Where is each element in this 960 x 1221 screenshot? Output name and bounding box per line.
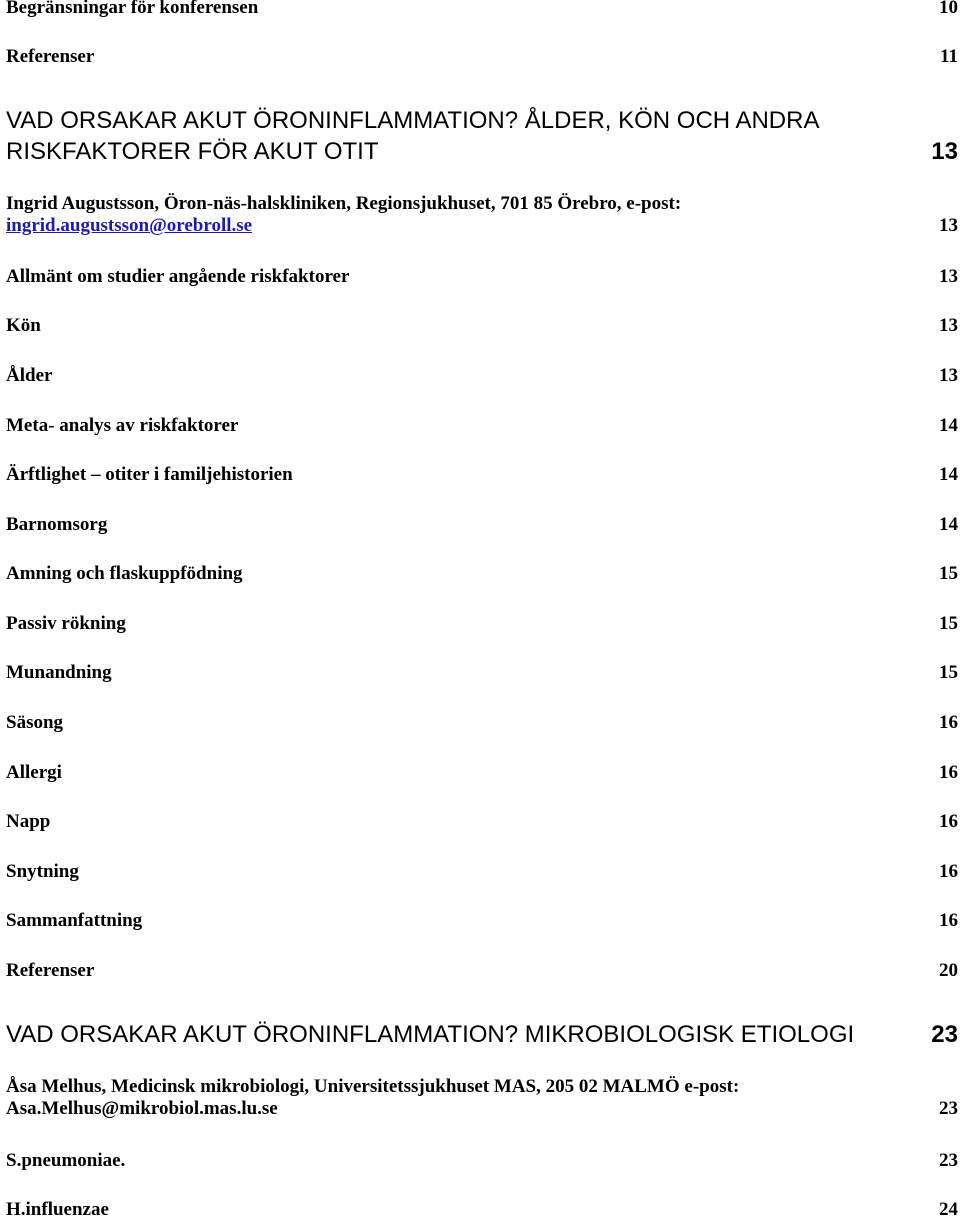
toc-entry-page: 13 xyxy=(939,365,958,386)
toc-entry-title: Allmänt om studier angående riskfaktorer xyxy=(6,266,350,287)
toc-entry-page: 14 xyxy=(939,464,958,485)
toc-entry-summary[interactable] xyxy=(6,910,958,932)
toc-author-augustsson[interactable] xyxy=(6,193,958,237)
toc-entry-references[interactable] xyxy=(6,46,958,68)
toc-entry-title: Ålder xyxy=(6,365,53,386)
toc-entry-passive-smoking[interactable] xyxy=(6,613,958,635)
toc-entry-childcare[interactable] xyxy=(6,514,958,536)
toc-entry-page: 14 xyxy=(939,514,958,535)
toc-entry-references-2[interactable] xyxy=(6,960,958,982)
toc-entry-season[interactable] xyxy=(6,712,958,734)
toc-entry-title: Ärftlighet – otiter i familjehistorien xyxy=(6,464,293,485)
toc-entry-title: Passiv rökning xyxy=(6,613,126,634)
author-email-link[interactable]: ingrid.augustsson@orebroll.se xyxy=(6,215,253,236)
toc-entry-page: 16 xyxy=(939,861,958,882)
toc-entry-page: 13 xyxy=(939,266,958,287)
toc-entry-title: Kön xyxy=(6,315,41,336)
toc-entry-h-influenzae[interactable] xyxy=(6,1199,958,1221)
toc-entry-page: 16 xyxy=(939,811,958,832)
toc-entry-title: S.pneumoniae. xyxy=(6,1150,126,1171)
toc-chapter-title-line2: RISKFAKTORER FÖR AKUT OTIT xyxy=(6,138,379,165)
toc-author-text: Åsa Melhus, Medicinsk mikrobiologi, Universitetssjukhuset MAS, 205 02 MALMÖ e-post: xyxy=(6,1076,740,1097)
toc-entry-page: 13 xyxy=(939,315,958,336)
toc-entry-title: Munandning xyxy=(6,662,112,683)
toc-entry-page: 14 xyxy=(939,415,958,436)
toc-entry-page: 23 xyxy=(939,1150,958,1171)
toc-entry-pacifier[interactable] xyxy=(6,811,958,833)
toc-entry-title: H.influenzae xyxy=(6,1199,109,1220)
toc-entry-limitations[interactable] xyxy=(6,0,958,19)
toc-entry-heredity[interactable] xyxy=(6,464,958,486)
toc-entry-page: 23 xyxy=(939,1098,958,1119)
toc-entry-page: 24 xyxy=(939,1199,958,1220)
toc-entry-title: Allergi xyxy=(6,762,62,783)
toc-entry-title: Begränsningar för konferensen xyxy=(6,0,259,18)
toc-author-melhus[interactable] xyxy=(6,1076,958,1120)
toc-entry-meta-analysis[interactable] xyxy=(6,415,958,437)
toc-entry-page: 16 xyxy=(939,762,958,783)
toc-entry-page: 13 xyxy=(939,215,958,236)
toc-entry-title: Napp xyxy=(6,811,51,832)
toc-entry-page: 11 xyxy=(940,46,958,67)
toc-entry-breastfeeding[interactable] xyxy=(6,563,958,585)
toc-entry-mouth-breathing[interactable] xyxy=(6,662,958,684)
toc-entry-title: Amning och flaskuppfödning xyxy=(6,563,243,584)
toc-entry-s-pneumoniae[interactable] xyxy=(6,1150,958,1172)
toc-entry-page: 13 xyxy=(931,138,958,165)
toc-entry-page: 20 xyxy=(939,960,958,981)
toc-entry-title: Referenser xyxy=(6,46,95,67)
toc-chapter-risk-factors[interactable] xyxy=(6,105,958,167)
toc-entry-title: Säsong xyxy=(6,712,64,733)
toc-entry-title: Referenser xyxy=(6,960,95,981)
author-email: Asa.Melhus@mikrobiol.mas.lu.se xyxy=(6,1098,278,1119)
toc-author-text: Ingrid Augustsson, Öron-näs-halskliniken, Regionsjukhuset, 701 85 Örebro, e-post: xyxy=(6,193,682,214)
toc-entry-gender[interactable] xyxy=(6,315,958,337)
toc-entry-page: 15 xyxy=(939,563,958,584)
toc-entry-age[interactable] xyxy=(6,365,958,387)
toc-entry-page: 23 xyxy=(931,1021,958,1048)
toc-entry-page: 15 xyxy=(939,662,958,683)
toc-entry-general-studies[interactable] xyxy=(6,266,958,288)
toc-entry-title: Sammanfattning xyxy=(6,910,143,931)
toc-entry-title: Barnomsorg xyxy=(6,514,108,535)
toc-entry-page: 15 xyxy=(939,613,958,634)
toc-chapter-title-line1: VAD ORSAKAR AKUT ÖRONINFLAMMATION? ÅLDER, KÖN OCH ANDRA xyxy=(6,107,820,134)
toc-entry-title: Meta- analys av riskfaktorer xyxy=(6,415,239,436)
toc-entry-page: 16 xyxy=(939,712,958,733)
toc-entry-nose-blowing[interactable] xyxy=(6,861,958,883)
toc-chapter-microbiology[interactable] xyxy=(6,1019,958,1050)
toc-chapter-title: VAD ORSAKAR AKUT ÖRONINFLAMMATION? MIKROBIOLOGISK ETIOLOGI xyxy=(6,1021,855,1048)
toc-entry-allergy[interactable] xyxy=(6,762,958,784)
toc-entry-page: 16 xyxy=(939,910,958,931)
toc-entry-page: 10 xyxy=(939,0,958,18)
toc-entry-title: Snytning xyxy=(6,861,79,882)
